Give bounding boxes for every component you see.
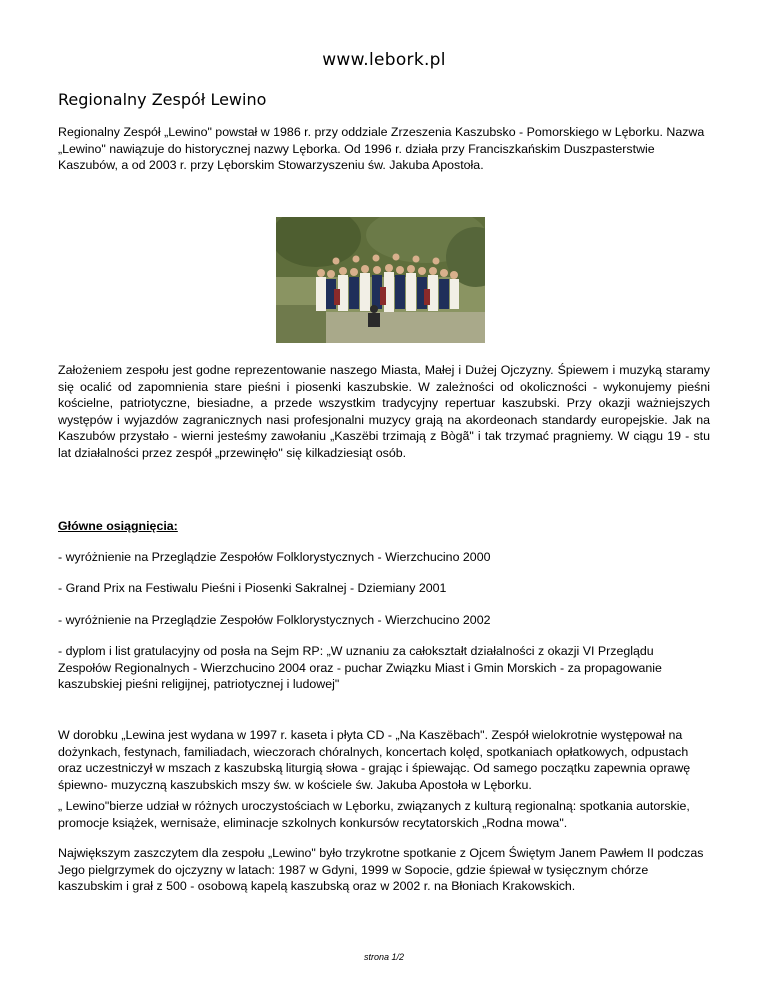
dorobek-paragraph: W dorobku „Lewina jest wydana w 1997 r. kaseta i płyta CD - „Na Kaszëbach". Zespół wielokrotnie występował na dożynkach, festynach, familiadach, wieczorach chóralnych, koncertach kolęd, spotkaniach opłatkowych, odpustach oraz uczestniczył w mszach z kaszubską liturgią słowa - grając i śpiewając. Od samego początku zapewnia oprawę śpiewno- muzyczną kaszubskich mszy św. w kościele św. Jakuba Apostoła w Lęborku. — [58, 728, 691, 792]
page-title: Regionalny Zespół Lewino — [58, 90, 267, 109]
achievements-heading: Główne osiągnięcia: — [58, 519, 178, 533]
group-photo — [276, 217, 485, 343]
site-url: www.lebork.pl — [322, 50, 446, 70]
achievement-item: - wyróżnienie na Przeglądzie Zespołów Folklorystycznych - Wierzchucino 2000 — [58, 550, 491, 564]
achievement-item: - Grand Prix na Festiwalu Pieśni i Piosenki Sakralnej - Dziemiany 2001 — [58, 581, 447, 595]
zaszczyt-paragraph: Największym zaszczytem dla zespołu „Lewino" było trzykrotne spotkanie z Ojcem Świętym Janem Pawłem II podczas Jego pielgrzymek do ojczyzny w latach: 1987 w Gdyni, 1999 w Sopocie, gdzie śpiewał w tysięcznym chórze kaszubskim i grał z 500 - osobową kapelą kaszubską oraz w 2002 r. na Błoniach Krakowskich. — [58, 846, 704, 893]
achievement-item: - wyróżnienie na Przeglądzie Zespołów Folklorystycznych - Wierzchucino 2002 — [58, 613, 491, 627]
intro-paragraph: Regionalny Zespół „Lewino" powstał w 1986 r. przy oddziale Zrzeszenia Kaszubsko - Pomorskiego w Lęborku. Nazwa „Lewino" nawiązuje do historycznej nazwy Lęborka. Od 1996 r. działa przy Franciszkańskim Duszpasterstwie Kaszubów, a od 2003 r. przy Lęborskim Stowarzyszeniu św. Jakuba Apostoła. — [58, 125, 705, 172]
achievement-item: - dyplom i list gratulacyjny od posła na Sejm RP: „W uznaniu za całokształt działalności z okazji VI Przeglądu Zespołów Regionalnych - Wierzchucino 2004 oraz - puchar Związku Miast i Gmin Morskich - za propagowanie kaszubskiej pieśni religijnej, patriotycznej i ludowej" — [58, 644, 662, 691]
goal-paragraph: Założeniem zespołu jest godne reprezentowanie naszego Miasta, Małej i Dużej Ojczyzny. Śpiewem i muzyką staramy się ocalić od zapomnienia stare pieśni i piosenki kaszubskie. W zależności od okoliczności - wykonujemy pieśni kościelne, patriotyczne, biesiadne, a przede wszystkim tradycyjny repertuar kaszubski. Przy okazji ważniejszych występów i wyjazdów zagranicznych nasi profesjonalni muzycy grają na akordeonach standardy europejskie. Jak na Kaszubów przystało - wierni jesteśmy zawołaniu „Kaszëbi trzimają z Bògã" i tak trzymać pragniemy. W ciągu 19 - stu lat działalności przez zespół „przewinęło" się kilkadziesiąt osób. — [58, 363, 710, 460]
page-number: strona 1/2 — [363, 952, 405, 962]
udzial-paragraph: „ Lewino"bierze udział w różnych uroczystościach w Lęborku, związanych z kulturą regionalną: spotkania autorskie, promocje książek, wernisaże, eliminacje szkolnych konkursów recytatorskich „Rodna mowa". — [58, 799, 690, 830]
